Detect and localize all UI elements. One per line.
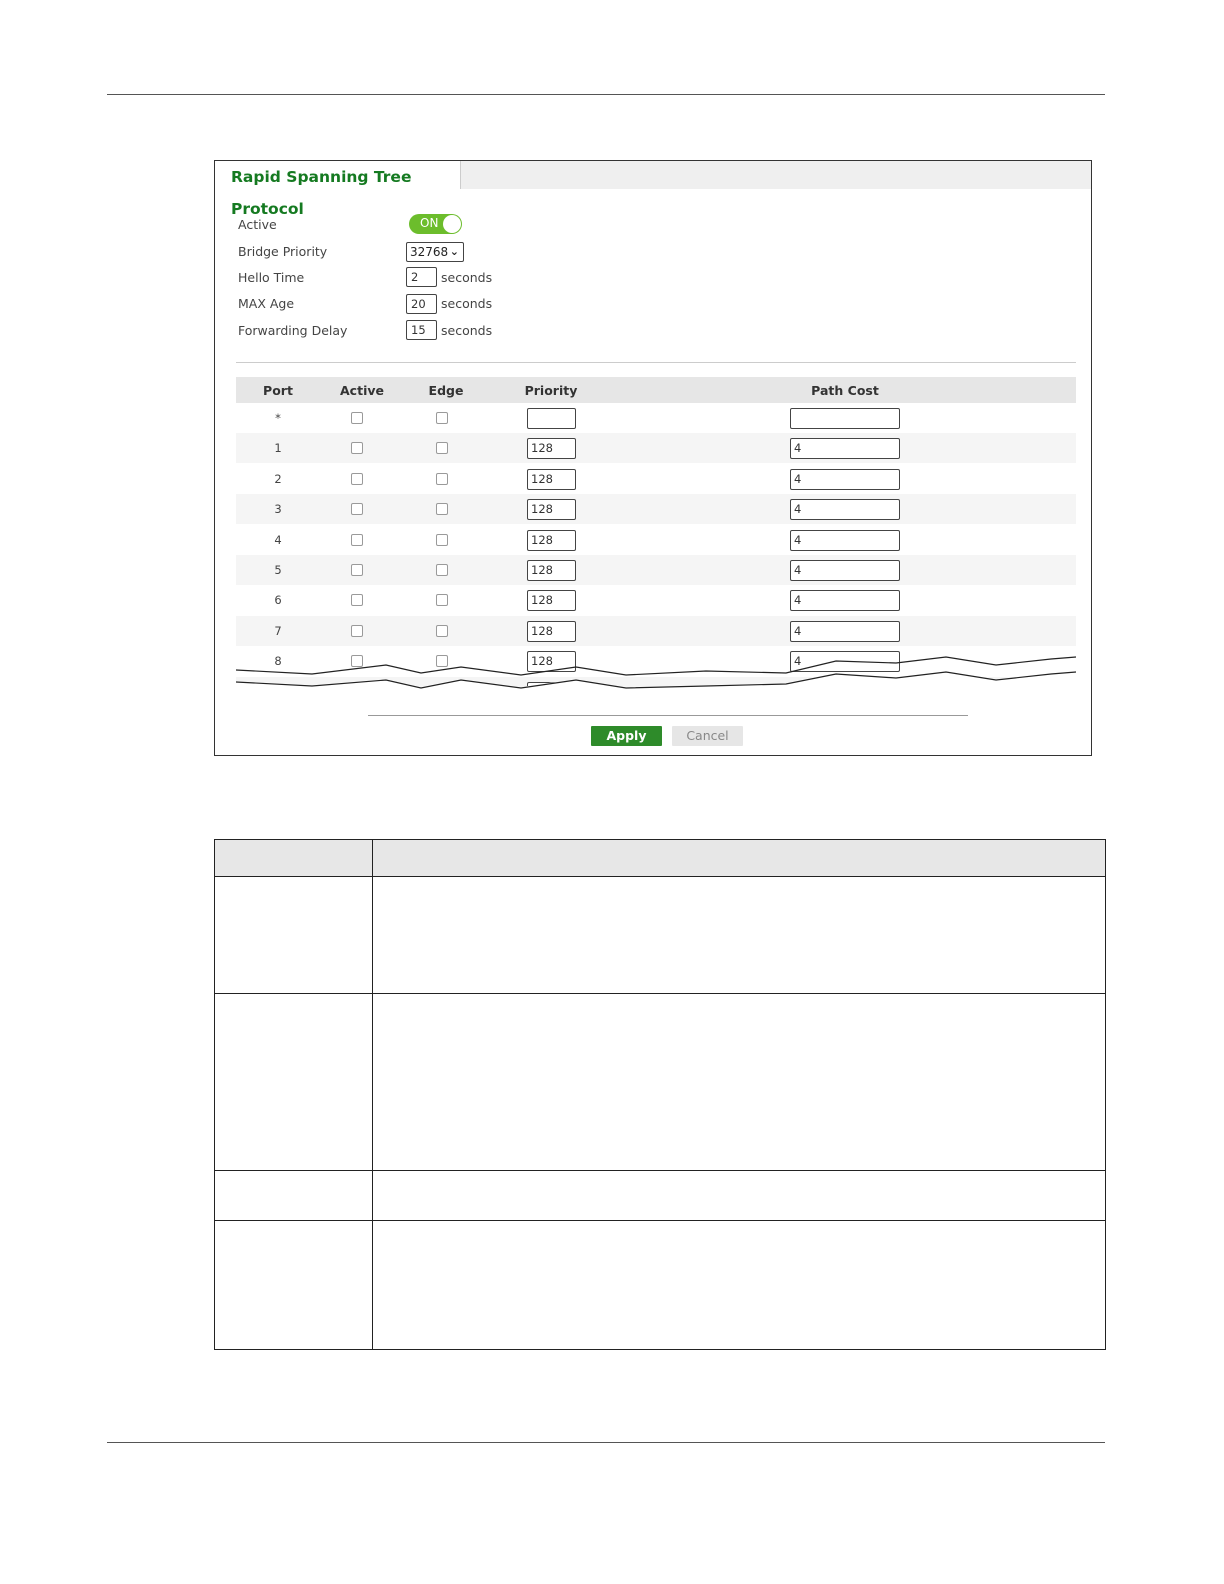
active-label: Active — [238, 217, 277, 232]
path-cost-input[interactable]: 4 — [790, 621, 900, 642]
priority-input[interactable]: 128 — [527, 499, 576, 520]
path-cost-input[interactable]: 4 — [790, 560, 900, 581]
description-cell — [373, 1221, 1105, 1349]
priority-input[interactable]: 128 — [527, 651, 576, 672]
description-cell — [373, 877, 1105, 993]
header-path-cost: Path Cost — [811, 383, 879, 398]
path-cost-input[interactable]: 4 — [790, 530, 900, 551]
port-number: 4 — [274, 532, 282, 547]
path-cost-input[interactable]: 4 — [790, 438, 900, 459]
priority-input[interactable]: 128 — [527, 530, 576, 551]
hello-time-unit: seconds — [441, 270, 493, 285]
max-age-label: MAX Age — [238, 296, 295, 311]
table-header — [215, 840, 1105, 876]
tab-rapid-spanning-tree-protocol[interactable]: Rapid Spanning Tree Protocol — [215, 161, 461, 189]
port-settings-table — [236, 377, 1076, 707]
label-column-header — [215, 840, 373, 876]
bridge-priority-select[interactable] — [406, 242, 464, 262]
max-age-input[interactable]: 20 — [406, 294, 437, 314]
description-column-header — [373, 840, 1105, 876]
path-cost-input[interactable]: 4 — [790, 651, 900, 672]
apply-button[interactable]: Apply — [591, 726, 662, 746]
port-number: 3 — [274, 502, 282, 517]
label-cell — [215, 877, 373, 993]
active-toggle[interactable] — [409, 214, 462, 234]
description-cell — [373, 1171, 1105, 1220]
cancel-button[interactable]: Cancel — [672, 726, 743, 746]
button-divider — [368, 715, 968, 716]
bridge-priority-value: 32768 — [410, 245, 449, 259]
page-footer-rule — [107, 1442, 1105, 1443]
priority-input[interactable]: 128 — [527, 621, 576, 642]
table-row — [215, 1220, 1105, 1349]
label-cell — [215, 994, 373, 1170]
hello-time-input[interactable]: 2 — [406, 267, 437, 287]
table-row — [215, 1170, 1105, 1220]
chevron-down-icon: ⌄ — [449, 245, 459, 258]
field-description-table — [214, 839, 1106, 1350]
max-age-unit: seconds — [441, 296, 493, 311]
port-number: 2 — [274, 471, 282, 486]
port-number: * — [275, 411, 281, 425]
port-number: 1 — [274, 441, 282, 456]
port-number: 7 — [274, 623, 282, 638]
tab-bar — [215, 161, 1091, 218]
forwarding-delay-unit: seconds — [441, 323, 493, 338]
header-priority: Priority — [524, 383, 578, 398]
hello-time-label: Hello Time — [238, 270, 305, 285]
table-row — [215, 993, 1105, 1170]
forwarding-delay-input[interactable]: 15 — [406, 320, 437, 340]
header-port: Port — [263, 383, 293, 398]
toggle-knob — [443, 215, 461, 233]
description-cell — [373, 994, 1105, 1170]
priority-input[interactable]: 128 — [527, 590, 576, 611]
forwarding-delay-label: Forwarding Delay — [238, 323, 348, 338]
page-header-rule — [107, 94, 1105, 95]
header-edge: Edge — [428, 383, 464, 398]
path-cost-input[interactable]: 4 — [790, 499, 900, 520]
rstp-screenshot-panel — [214, 160, 1092, 756]
port-number: 8 — [274, 654, 282, 669]
table-row — [215, 876, 1105, 993]
path-cost-input[interactable]: 4 — [790, 590, 900, 611]
bridge-priority-label: Bridge Priority — [238, 244, 328, 259]
table-break-mark — [236, 377, 1076, 707]
toggle-state-text: ON — [420, 216, 439, 230]
priority-input[interactable]: 128 — [527, 560, 576, 581]
path-cost-input[interactable]: 4 — [790, 469, 900, 490]
section-divider — [236, 362, 1076, 363]
priority-input[interactable]: 128 — [527, 438, 576, 459]
header-active: Active — [340, 383, 384, 398]
label-cell — [215, 1221, 373, 1349]
port-number: 5 — [274, 563, 282, 577]
priority-input[interactable]: 128 — [527, 469, 576, 490]
label-cell — [215, 1171, 373, 1220]
port-number: 6 — [274, 593, 282, 608]
